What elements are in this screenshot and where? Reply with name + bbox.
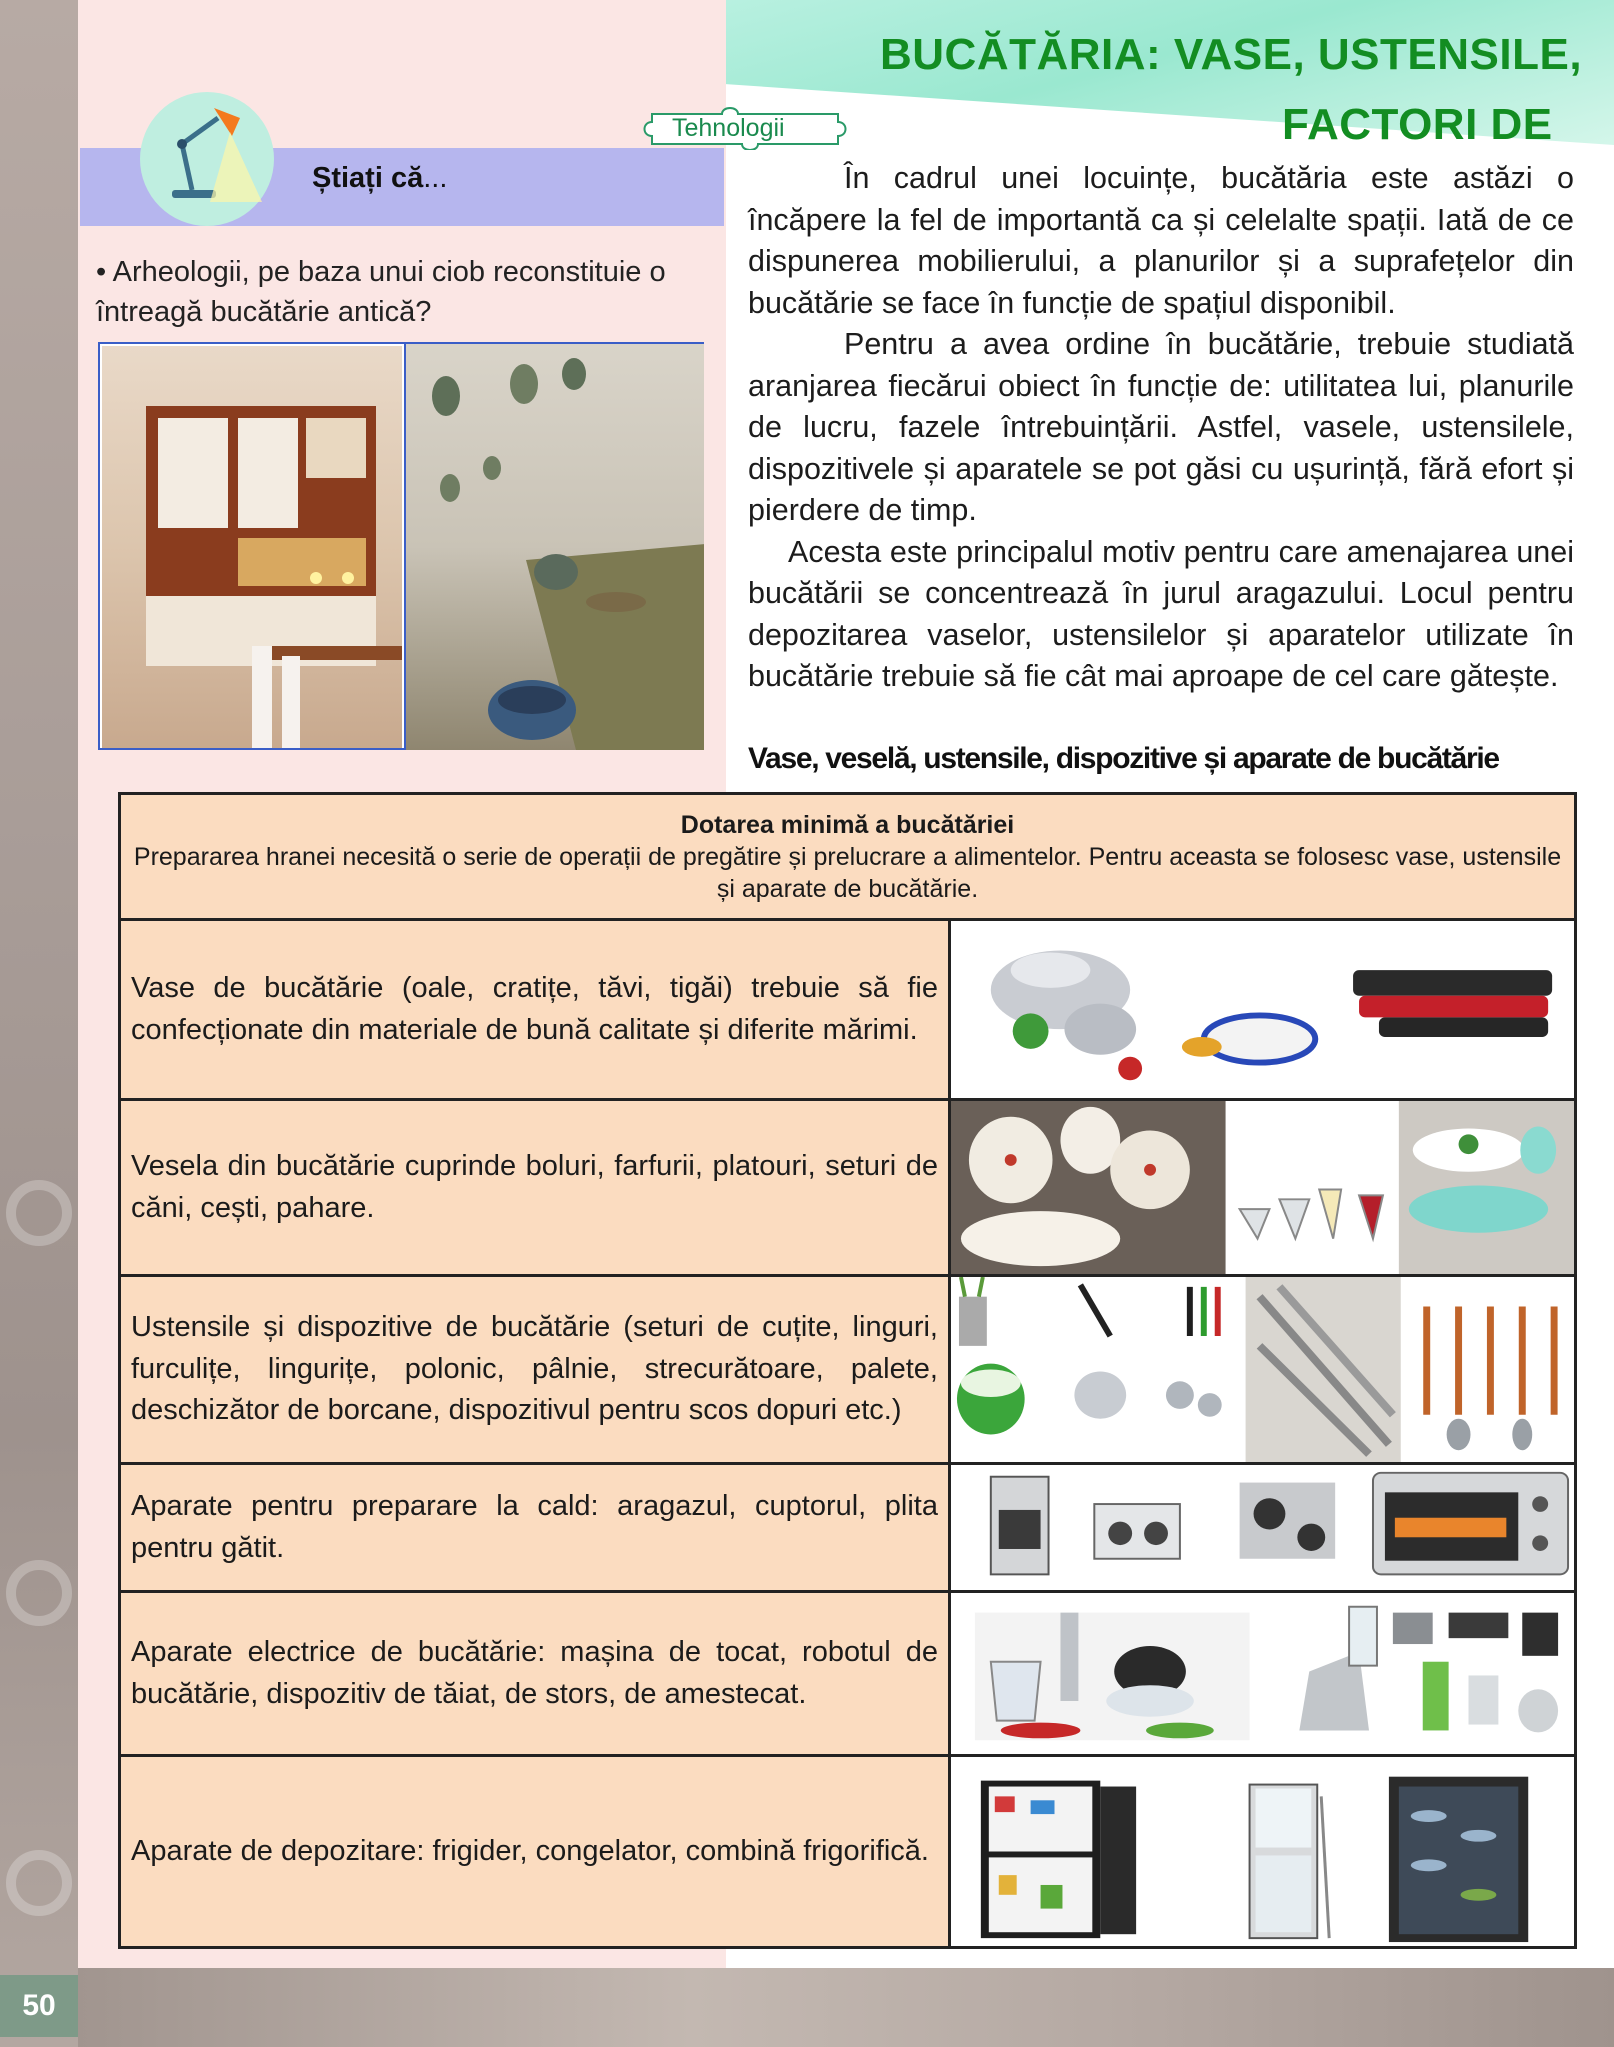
ancient-kitchen-photo — [404, 344, 704, 750]
intro-text — [748, 158, 1574, 698]
table-row — [120, 1100, 1576, 1276]
desk-lamp-icon — [140, 92, 274, 226]
subject-tag — [642, 106, 854, 150]
row-text-electric-appliances: Aparate electrice de bucătărie: mașina de tocat, robotul de bucătărie, dispozitiv de tăiat, de stors, de amestecat. — [120, 1592, 950, 1756]
intro-paragraph-2: Pentru a avea ordine în bucătărie, trebuie studiată aranjarea fiecărui obiect în funcție de: utilitatea lui, planurile de lucru, fazele întrebuințării. Astfel, vasele, ustensilele, dispozitivele și aparatele se pot găsi cu ușurință, fără efort și pierdere de timp. — [748, 327, 1574, 527]
row-text-cookware: Vase de bucătărie (oale, cratițe, tăvi, tigăi) trebuie să fie confecționate din materiale de bună calitate și diferite mărimi. — [120, 920, 950, 1100]
kitchen-equipment-table — [118, 792, 1577, 1949]
row-text-tableware: Vesela din bucătărie cuprinde boluri, farfurii, platouri, seturi de căni, cești, pahare. — [120, 1100, 950, 1276]
table-intro: Prepararea hranei necesită o serie de operații de pregătire și prelucrare a alimentelor. Pentru aceasta se folosesc vase, ustensile și aparate de bucătărie. — [133, 842, 1562, 903]
table-row — [120, 920, 1576, 1100]
intro-paragraph-1: În cadrul unei locuințe, bucătăria este astăzi o încăpere la fel de importantă ca și celelalte spații. Iată de ce dispunerea mobilierului, a planurilor și a suprafețelor din bucătărie se face în funcție de spațiul disponibil. — [748, 161, 1574, 320]
page-number: 50 — [0, 1975, 78, 2037]
row-text-utensils: Ustensile și dispozitive de bucătărie (seturi de cuțite, linguri, furculițe, lingurițe, polonic, pâlnie, strecurătoare, palete, deschizător de borcane, dispozitivul pentru scos dopuri etc.) — [120, 1276, 950, 1464]
table-title: Dotarea minimă a bucătăriei — [680, 810, 1015, 839]
page-title-line-1: BUCĂTĂRIA: VASE, USTENSILE, — [880, 30, 1583, 79]
modern-kitchen-photo — [102, 346, 402, 748]
table-row — [120, 1756, 1576, 1948]
table-header-row — [120, 794, 1576, 920]
lamp-badge — [140, 92, 274, 226]
row-text-cooking-appliances: Aparate pentru preparare la cald: aragazul, cuptorul, plita pentru gătit. — [120, 1464, 950, 1592]
tableware-photos — [950, 1100, 1576, 1276]
table-row — [120, 1276, 1576, 1464]
row-text-storage-appliances: Aparate de depozitare: frigider, congelator, combină frigorifică. — [120, 1756, 950, 1948]
intro-paragraph-3: Acesta este principalul motiv pentru care amenajarea unei bucătării se concentrează în jurul aragazului. Locul pentru depozitarea vaselor, ustensilelor și aparatelor utilizate în bucătărie trebuie să fie cât mai aproape de cel care gătește. — [748, 534, 1574, 693]
page-title-line-2: FACTORI DE — [1282, 100, 1553, 149]
utensils-photos — [950, 1276, 1576, 1464]
footer-decorative-strip — [78, 1968, 1614, 2047]
cooking-appliances-photos — [950, 1464, 1576, 1592]
table-row — [120, 1592, 1576, 1756]
comparison-photo-frame — [98, 342, 704, 750]
electric-appliances-photos — [950, 1592, 1576, 1756]
storage-appliances-photos — [950, 1756, 1576, 1948]
left-decorative-strip — [0, 0, 78, 2047]
cookware-photos — [950, 920, 1576, 1100]
section-heading: Vase, veselă, ustensile, dispozitive și aparate de bucătărie — [748, 742, 1499, 775]
subject-tag-label: Tehnologii — [672, 114, 785, 142]
did-you-know-question: • Arheologii, pe baza unui ciob reconstituie o întreagă bucătărie antică? — [96, 256, 666, 328]
table-header-cell — [120, 794, 1576, 920]
did-you-know-heading: Știați că... — [312, 162, 448, 194]
table-row — [120, 1464, 1576, 1592]
